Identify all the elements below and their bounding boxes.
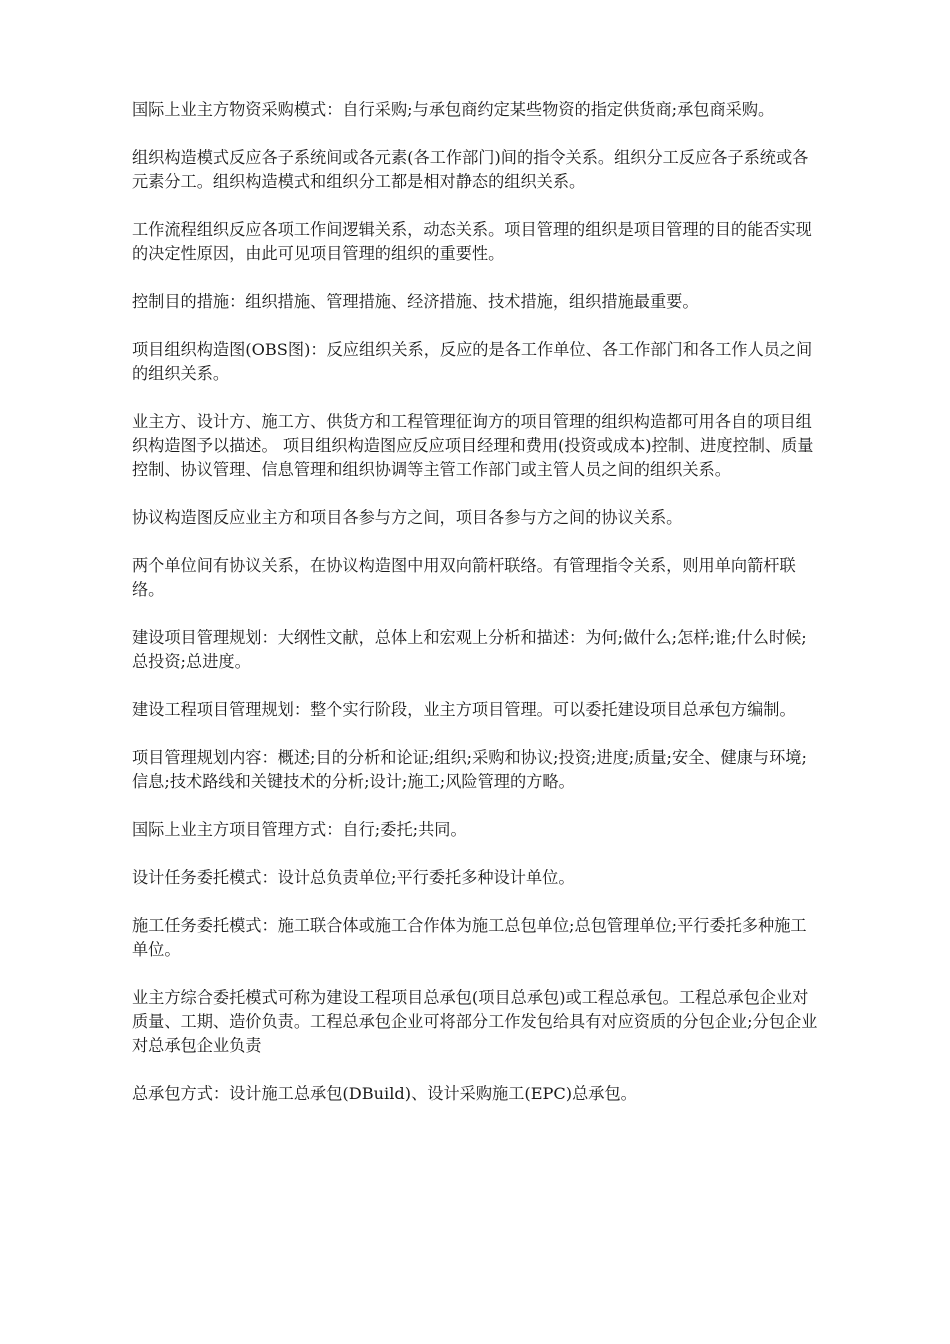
- paragraph-obs-chart: 项目组织构造图(OBS图)：反应组织关系，反应的是各工作单位、各工作部门和各工作人员之间的组织关系。: [132, 340, 813, 383]
- paragraph-engineering-planning: 建设工程项目管理规划：整个实行阶段，业主方项目管理。可以委托建设项目总承包方编制。: [132, 700, 796, 719]
- paragraph-contracting-methods: 总承包方式：设计施工总承包(DBuild)、设计采购施工(EPC)总承包。: [132, 1084, 637, 1103]
- paragraph-construction-commission: 施工任务委托模式：施工联合体或施工合作体为施工总包单位;总包管理单位;平行委托多种施工单位。: [132, 916, 807, 959]
- paragraph-design-commission: 设计任务委托模式：设计总负责单位;平行委托多种设计单位。: [132, 868, 575, 887]
- paragraph-planning-content: 项目管理规划内容：概述;目的分析和论证;组织;采购和协议;投资;进度;质量;安全、健康与环境;信息;技术路线和关键技术的分析;设计;施工;风险管理的方略。: [132, 748, 807, 791]
- paragraph-general-contracting: 业主方综合委托模式可称为建设工程项目总承包(项目总承包)或工程总承包。工程总承包企业对质量、工期、造价负责。工程总承包企业可将部分工作发包给具有对应资质的分包企业;分包企业对总承包企业负责: [132, 988, 818, 1055]
- paragraph-contract-structure: 协议构造图反应业主方和项目各参与方之间，项目各参与方之间的协议关系。: [132, 508, 683, 527]
- paragraph-organization-structure: 组织构造模式反应各子系统间或各元素(各工作部门)间的指令关系。组织分工反应各子系统或各元素分工。组织构造模式和组织分工都是相对静态的组织关系。: [132, 148, 809, 191]
- document-body: [132, 98, 818, 1130]
- paragraph-contract-arrows: 两个单位间有协议关系，在协议构造图中用双向箭杆联络。有管理指令关系，则用单向箭杆联络。: [132, 556, 796, 599]
- paragraph-workflow-organization: 工作流程组织反应各项工作间逻辑关系，动态关系。项目管理的组织是项目管理的目的能否实现的决定性原因，由此可见项目管理的组织的重要性。: [132, 220, 812, 263]
- paragraph-construction-planning: 建设项目管理规划：大纲性文献，总体上和宏观上分析和描述：为何;做什么;怎样;谁;什么时候;总投资;总进度。: [132, 628, 807, 671]
- paragraph-owner-procurement: 国际上业主方物资采购模式：自行采购;与承包商约定某些物资的指定供货商;承包商采购。: [132, 100, 775, 119]
- paragraph-control-measures: 控制目的措施：组织措施、管理措施、经济措施、技术措施，组织措施最重要。: [132, 292, 699, 311]
- paragraph-project-org-chart: 业主方、设计方、施工方、供货方和工程管理征询方的项目管理的组织构造都可用各自的项目组织构造图予以描述。 项目组织构造图应反应项目经理和费用(投资或成本)控制、进度控制、质量控制、协议管理、信息管理和组织协调等主管工作部门或主管人员之间的组织关系。: [132, 412, 814, 479]
- paragraph-owner-management-modes: 国际上业主方项目管理方式：自行;委托;共同。: [132, 820, 467, 839]
